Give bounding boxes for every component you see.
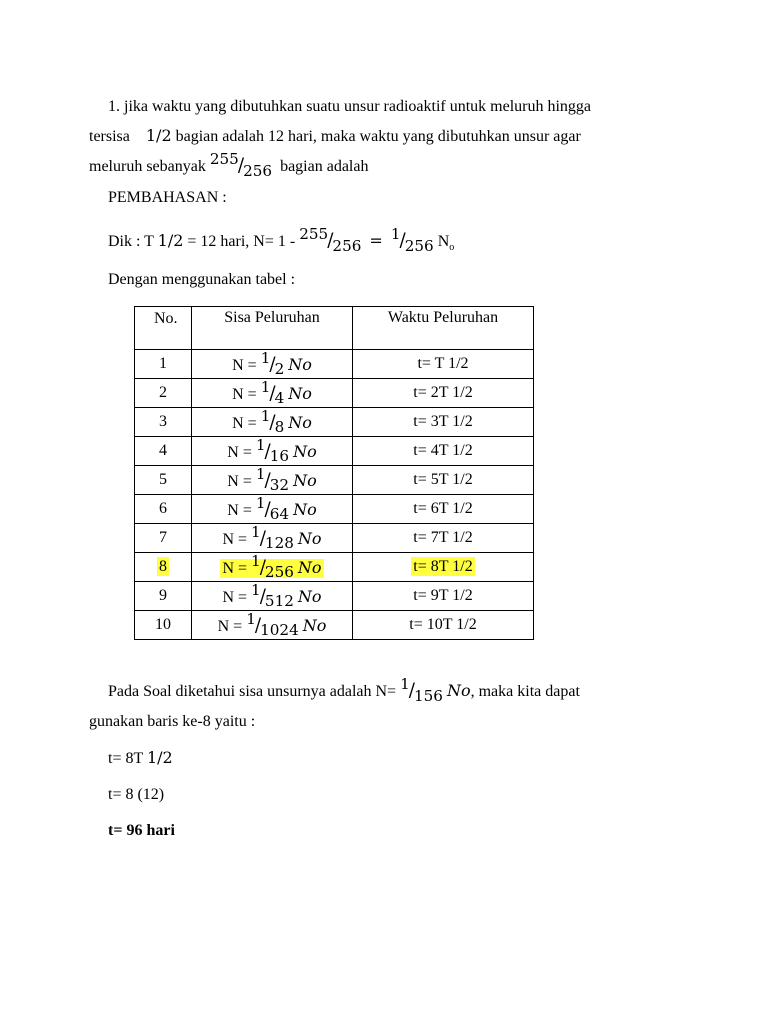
table-row [135, 437, 534, 466]
given-line: Dik : T 1/2 = 12 hari, N= 1 - 255/256 = 1/256 $N_o$ [108, 225, 455, 255]
given-fraction-1: 255/256 [299, 225, 362, 255]
question-line-1: 1. jika waktu yang dibutuhkan suatu unsur radioaktif untuk meluruh hingga [108, 98, 592, 115]
table-intro: Dengan menggunakan tabel : [108, 271, 296, 288]
cell-no: 3 [135, 408, 192, 437]
header-waktu: Waktu Peluruhan [353, 307, 534, 350]
half-life-fraction: 1/2 [145, 126, 172, 145]
step-3-answer: t= 96 hari [108, 822, 175, 839]
question-paragraph [89, 92, 649, 181]
cell-no: 10 [135, 611, 192, 640]
cell-waktu: t= 8T 1/2 [353, 553, 534, 582]
table-row [135, 495, 534, 524]
cell-sisa: N = 1/128 No [192, 524, 353, 553]
question-text: meluruh sebanyak [89, 158, 206, 175]
question-line-2 [89, 121, 649, 151]
header-sisa: Sisa Peluruhan [192, 307, 353, 350]
table-header-row [135, 307, 534, 350]
cell-no: 6 [135, 495, 192, 524]
cell-waktu: t= 5T 1/2 [353, 466, 534, 495]
cell-no: 5 [135, 466, 192, 495]
table-row [135, 350, 534, 379]
cell-no: 4 [135, 437, 192, 466]
cell-sisa: N = 1/64 No [192, 495, 353, 524]
section-heading: PEMBAHASAN : [108, 189, 227, 206]
cell-waktu: t= 2T 1/2 [353, 379, 534, 408]
table-row [135, 553, 534, 582]
cell-sisa: N = 1/2 No [192, 350, 353, 379]
question-line-3 [89, 151, 649, 181]
cell-waktu: t= 7T 1/2 [353, 524, 534, 553]
table-row [135, 379, 534, 408]
question-text: tersisa [89, 128, 130, 145]
decay-table [134, 306, 534, 640]
table-row [135, 611, 534, 640]
cell-no: 1 [135, 350, 192, 379]
cell-no: 8 [135, 553, 192, 582]
question-text: bagian adalah [280, 158, 369, 175]
conclusion-line-1: Pada Soal diketahui sisa unsurnya adalah N= 1/156 No, maka kita dapat [108, 675, 580, 705]
table-row [135, 466, 534, 495]
table-row [135, 524, 534, 553]
cell-sisa: N = 1/256 No [192, 553, 353, 582]
table-row [135, 408, 534, 437]
cell-sisa: N = 1/1024 No [192, 611, 353, 640]
cell-waktu: t= 9T 1/2 [353, 582, 534, 611]
conclusion-line-2: gunakan baris ke-8 yaitu : [89, 713, 256, 730]
cell-no: 9 [135, 582, 192, 611]
given-fraction-2: 1/256 [390, 225, 434, 255]
cell-waktu: t= 6T 1/2 [353, 495, 534, 524]
cell-sisa: N = 1/4 No [192, 379, 353, 408]
step-2: t= 8 (12) [108, 786, 165, 803]
cell-sisa: N = 1/512 No [192, 582, 353, 611]
cell-no: 2 [135, 379, 192, 408]
step-1: t= 8T 1/2 [108, 748, 173, 767]
cell-waktu: t= 4T 1/2 [353, 437, 534, 466]
cell-no: 7 [135, 524, 192, 553]
cell-sisa: N = 1/16 No [192, 437, 353, 466]
cell-sisa: N = 1/8 No [192, 408, 353, 437]
cell-sisa: N = 1/32 No [192, 466, 353, 495]
cell-waktu: t= 10T 1/2 [353, 611, 534, 640]
question-text: bagian adalah 12 hari, maka waktu yang dibutuhkan unsur agar [175, 128, 581, 145]
conclusion-fraction: 1/156 [400, 675, 443, 705]
table-row [135, 582, 534, 611]
header-no: No. [135, 307, 192, 350]
decay-fraction: 255/256 [209, 150, 273, 180]
cell-waktu: t= 3T 1/2 [353, 408, 534, 437]
cell-waktu: t= T 1/2 [353, 350, 534, 379]
